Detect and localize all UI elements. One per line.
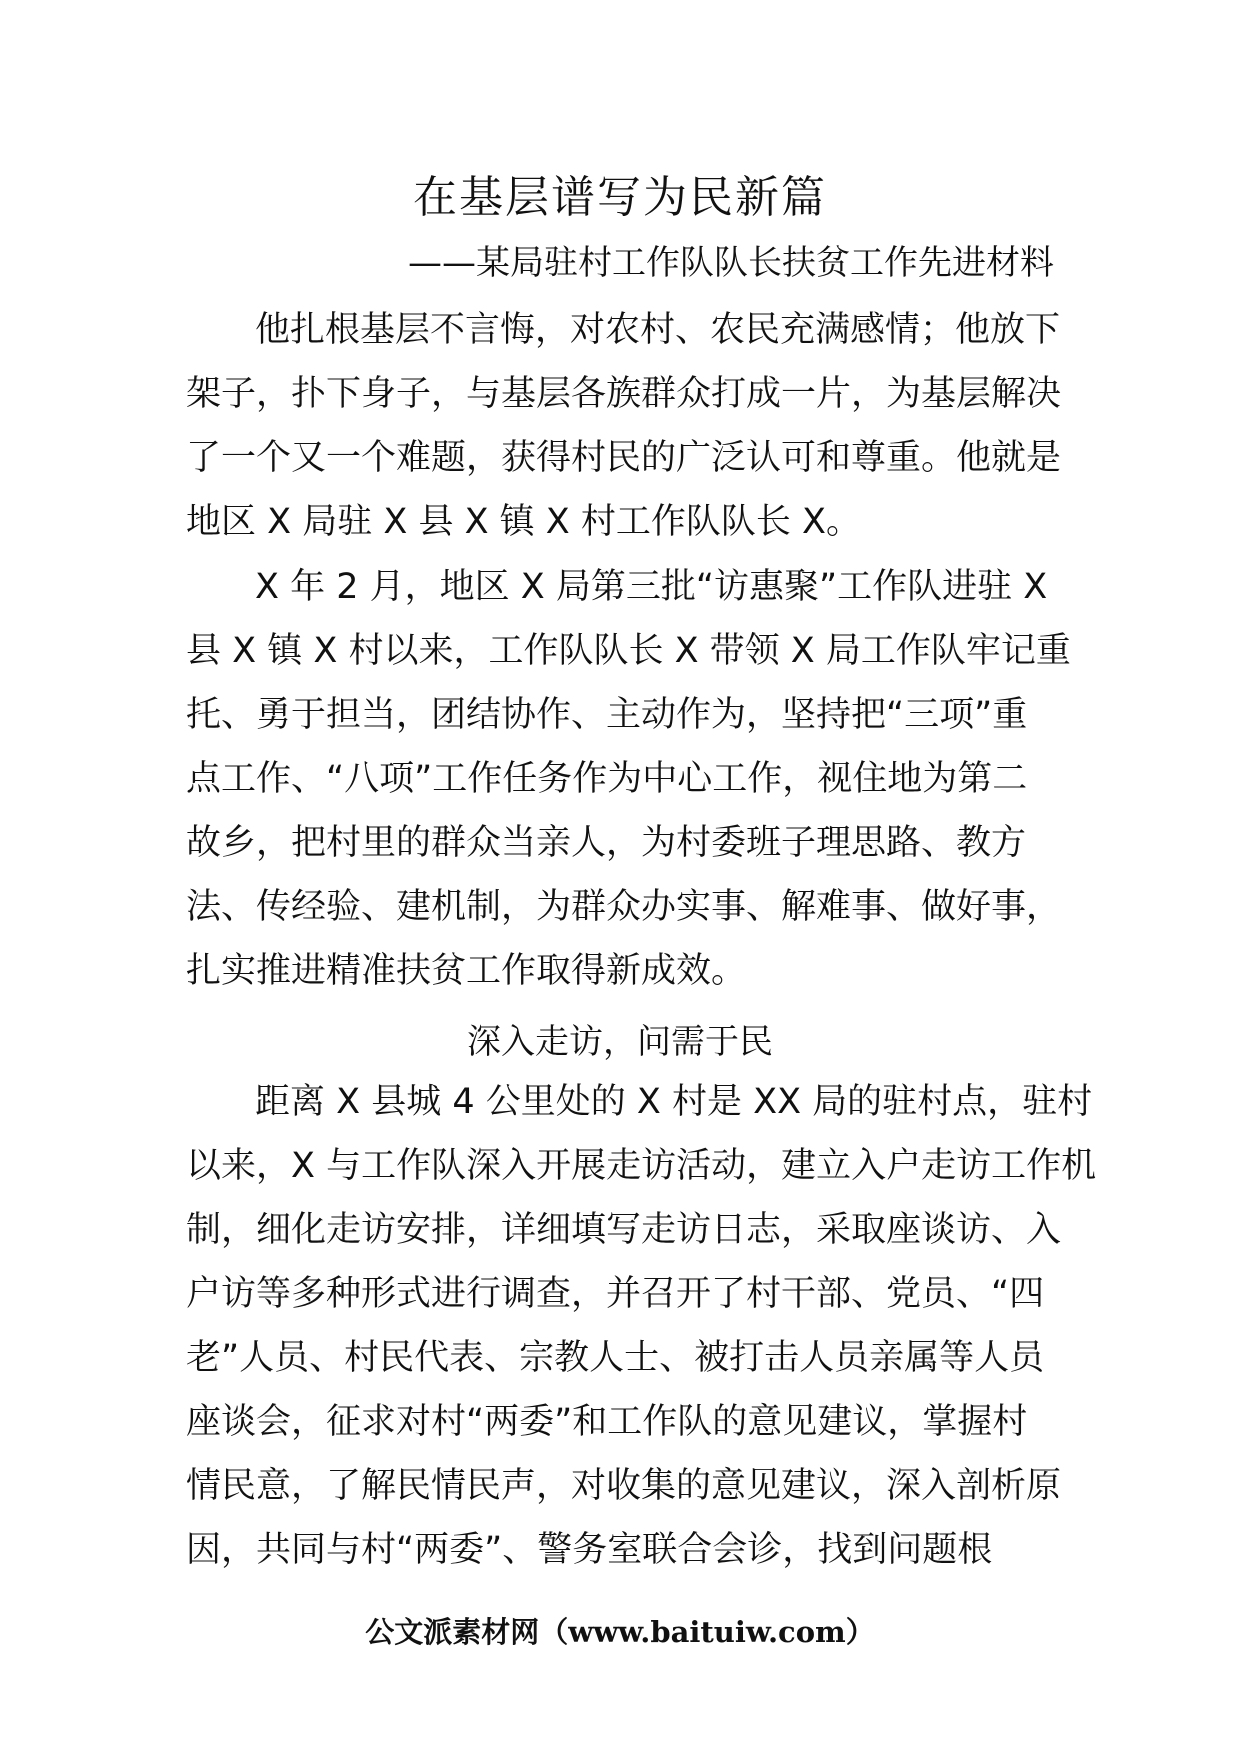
document-subtitle: ——某局驻村工作队队长扶贫工作先进材料 [408,243,1054,283]
paragraph-line: 县 X 镇 X 村以来，工作队队长 X 带领 X 局工作队牢记重 [186,631,1071,671]
paragraph-line: 因，共同与村“两委”、警务室联合会诊，找到问题根 [186,1530,993,1570]
paragraph-line: 法、传经验、建机制，为群众办实事、解难事、做好事， [186,887,1062,927]
paragraph-line: 距离 X 县城 4 公里处的 X 村是 XX 局的驻村点，驻村 [255,1082,1093,1122]
paragraph-line: 他扎根基层不言悔，对农村、农民充满感情；他放下 [255,310,1061,350]
paragraph-line: 情民意，了解民情民声，对收集的意见建议，深入剖析原 [186,1466,1062,1506]
section-heading: 深入走访，问需于民 [467,1022,773,1062]
paragraph-line: X 年 2 月，地区 X 局第三批“访惠聚”工作队进驻 X [255,567,1048,607]
paragraph-line: 点工作、“八项”工作任务作为中心工作，视住地为第二 [186,759,1028,799]
paragraph-line: 地区 X 局驻 X 县 X 镇 X 村工作队队长 X。 [186,502,862,542]
paragraph-line: 以来，X 与工作队深入开展走访活动，建立入户走访工作机 [186,1146,1097,1186]
paragraph-line: 老”人员、村民代表、宗教人士、被打击人员亲属等人员 [186,1338,1045,1378]
paragraph-line: 户访等多种形式进行调查，并召开了村干部、党员、“四 [186,1274,1045,1314]
paragraph-line: 托、勇于担当，团结协作、主动作为，坚持把“三项”重 [186,695,1028,735]
paragraph-line: 故乡，把村里的群众当亲人，为村委班子理思路、教方 [186,823,1027,863]
paragraph-line: 扎实推进精准扶贫工作取得新成效。 [186,951,747,991]
paragraph-line: 座谈会，征求对村“两委”和工作队的意见建议，掌握村 [186,1402,1028,1442]
document-title: 在基层谱写为民新篇 [413,172,827,223]
paragraph-line: 架子，扑下身子，与基层各族群众打成一片，为基层解决 [186,374,1062,414]
footer-watermark: 公文派素材网（www.baituiw.com） [365,1615,875,1649]
paragraph-line: 了一个又一个难题，获得村民的广泛认可和尊重。他就是 [186,438,1062,478]
paragraph-line: 制，细化走访安排，详细填写走访日志，采取座谈访、入 [186,1210,1062,1250]
